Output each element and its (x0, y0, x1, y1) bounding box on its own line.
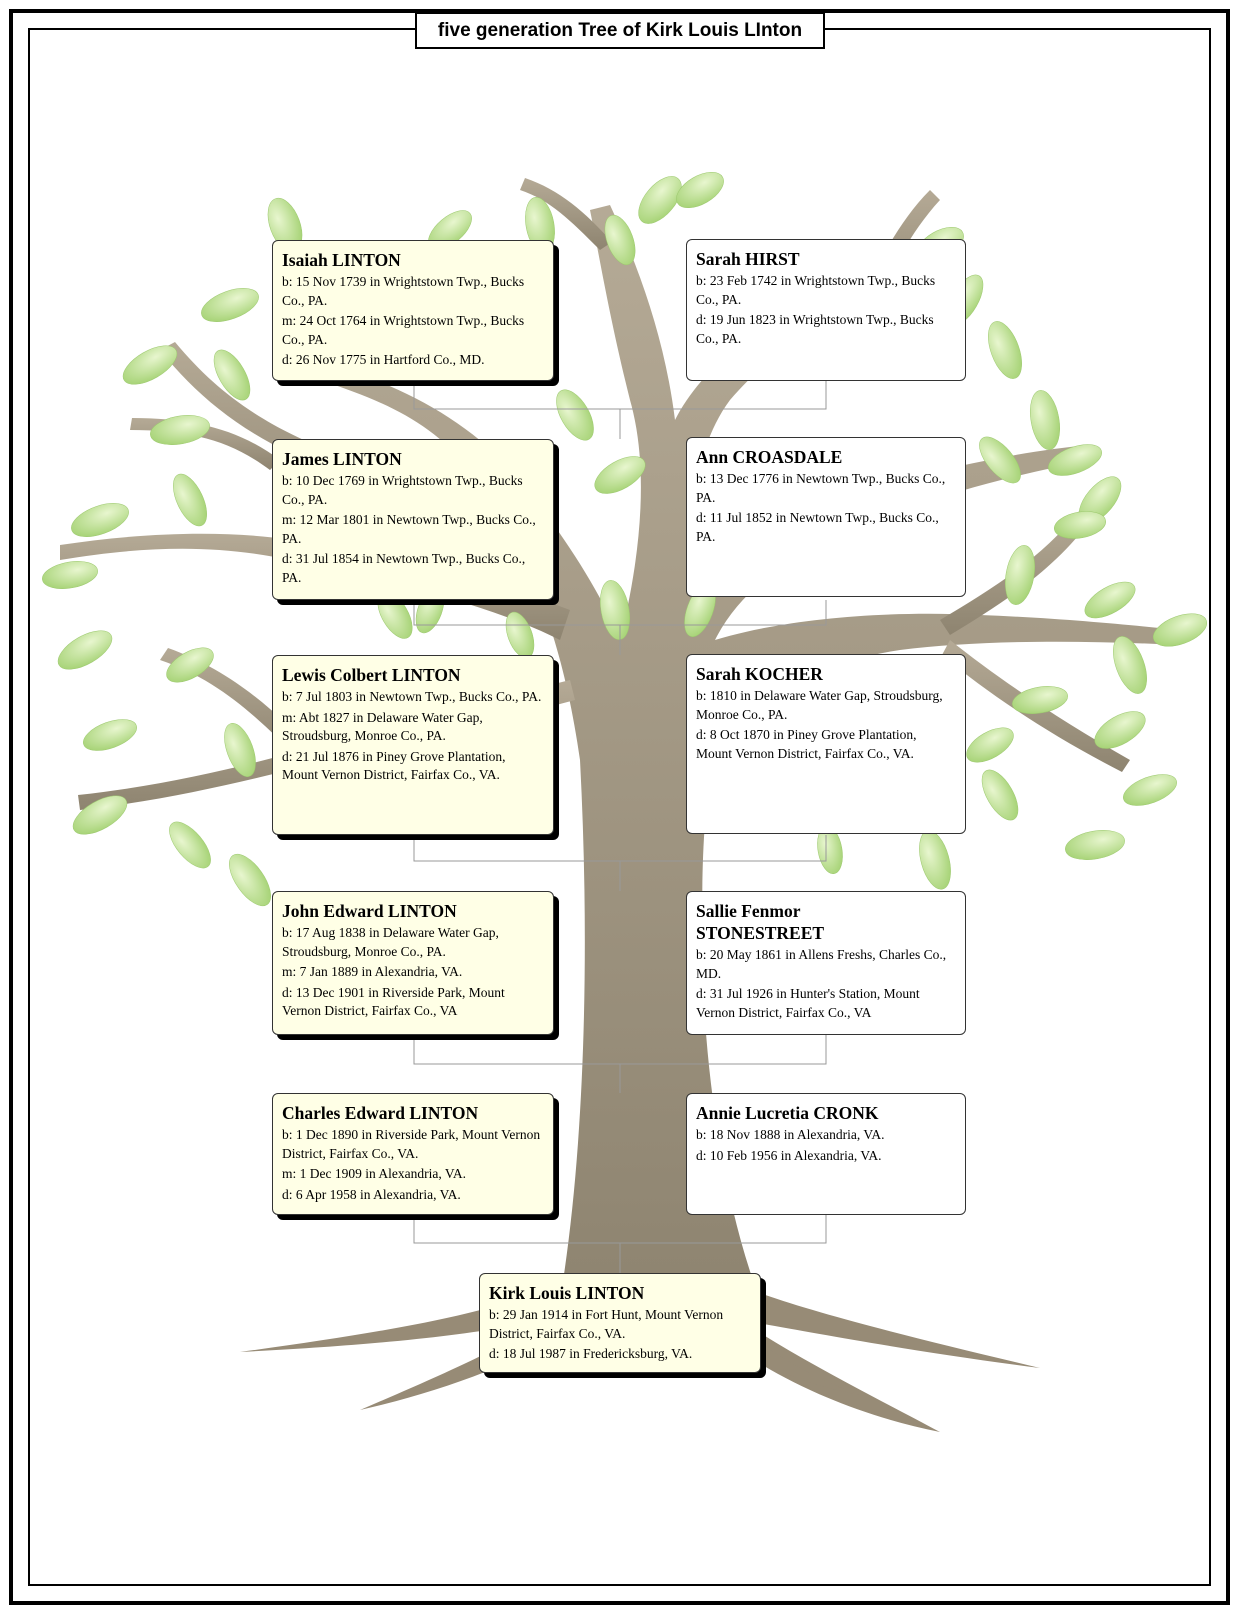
person-name: Sallie Fenmor STONESTREET (696, 901, 825, 943)
person-name: Annie Lucretia CRONK (696, 1103, 879, 1123)
connector-gen5 (414, 381, 826, 439)
person-name: Ann CROASDALE (696, 447, 843, 467)
person-name: Sarah KOCHER (696, 664, 823, 684)
person-name: Sarah HIRST (696, 249, 800, 269)
page-title: five generation Tree of Kirk Louis LInton (415, 12, 825, 49)
person-name: James LINTON (282, 449, 402, 469)
death-fact: d: 31 Jul 1854 in Newtown Twp., Bucks Co., PA. (282, 551, 526, 585)
death-fact: d: 8 Oct 1870 in Piney Grove Plantation, Mount Vernon District, Fairfax Co., VA. (696, 727, 917, 761)
marriage-fact: m: 12 Mar 1801 in Newtown Twp., Bucks Co., PA. (282, 512, 536, 546)
death-fact: d: 31 Jul 1926 in Hunter's Station, Mount Vernon District, Fairfax Co., VA (696, 986, 920, 1020)
birth-fact: b: 13 Dec 1776 in Newtown Twp., Bucks Co., PA. (696, 471, 946, 505)
person-card-sallie-fenmor-stonestreet[interactable] (686, 891, 966, 1035)
marriage-fact: m: 1 Dec 1909 in Alexandria, VA. (282, 1166, 466, 1181)
death-fact: d: 10 Feb 1956 in Alexandria, VA. (696, 1147, 882, 1163)
death-fact: d: 19 Jun 1823 in Wrightstown Twp., Bucks Co., PA. (696, 312, 934, 346)
person-card-charles-edward-linton[interactable] (272, 1093, 554, 1215)
person-card-kirk-louis-linton[interactable] (479, 1273, 761, 1373)
person-card-annie-lucretia-cronk[interactable] (686, 1093, 966, 1215)
death-fact: d: 11 Jul 1852 in Newtown Twp., Bucks Co., PA. (696, 510, 939, 544)
person-name: Lewis Colbert LINTON (282, 665, 461, 685)
birth-fact: b: 15 Nov 1739 in Wrightstown Twp., Bucks Co., PA. (282, 274, 525, 308)
person-card-lewis-colbert-linton[interactable] (272, 655, 554, 835)
person-name: John Edward LINTON (282, 901, 457, 921)
birth-fact: b: 18 Nov 1888 in Alexandria, VA. (696, 1127, 885, 1142)
birth-fact: b: 20 May 1861 in Allens Freshs, Charles Co., MD. (696, 947, 947, 981)
person-name: Isaiah LINTON (282, 250, 401, 270)
person-card-sarah-hirst[interactable] (686, 239, 966, 381)
birth-fact: b: 23 Feb 1742 in Wrightstown Twp., Bucks Co., PA. (696, 273, 936, 307)
death-fact: d: 6 Apr 1958 in Alexandria, VA. (282, 1186, 461, 1202)
death-fact: d: 18 Jul 1987 in Fredericksburg, VA. (489, 1346, 693, 1361)
birth-fact: b: 10 Dec 1769 in Wrightstown Twp., Bucks Co., PA. (282, 473, 523, 507)
person-card-sarah-kocher[interactable] (686, 654, 966, 834)
marriage-fact: m: 7 Jan 1889 in Alexandria, VA. (282, 964, 463, 979)
birth-fact: b: 29 Jan 1914 in Fort Hunt, Mount Vernon District, Fairfax Co., VA. (489, 1307, 724, 1341)
person-card-john-edward-linton[interactable] (272, 891, 554, 1035)
person-card-james-linton[interactable] (272, 439, 554, 600)
person-name: Charles Edward LINTON (282, 1103, 479, 1123)
marriage-fact: m: 24 Oct 1764 in Wrightstown Twp., Bucks Co., PA. (282, 313, 525, 347)
death-fact: d: 21 Jul 1876 in Piney Grove Plantation, Mount Vernon District, Fairfax Co., VA. (282, 748, 506, 782)
death-fact: d: 26 Nov 1775 in Hartford Co., MD. (282, 352, 485, 367)
birth-fact: b: 7 Jul 1803 in Newtown Twp., Bucks Co., PA. (282, 689, 542, 704)
person-card-isaiah-linton[interactable] (272, 240, 554, 381)
person-card-ann-croasdale[interactable] (686, 437, 966, 597)
person-name: Kirk Louis LINTON (489, 1283, 645, 1303)
birth-fact: b: 1 Dec 1890 in Riverside Park, Mount Vernon District, Fairfax Co., VA. (282, 1127, 541, 1161)
birth-fact: b: 1810 in Delaware Water Gap, Stroudsburg, Monroe Co., PA. (696, 688, 943, 722)
death-fact: d: 13 Dec 1901 in Riverside Park, Mount Vernon District, Fairfax Co., VA (282, 984, 505, 1018)
birth-fact: b: 17 Aug 1838 in Delaware Water Gap, Stroudsburg, Monroe Co., PA. (282, 925, 499, 959)
marriage-fact: m: Abt 1827 in Delaware Water Gap, Stroudsburg, Monroe Co., PA. (282, 709, 483, 743)
